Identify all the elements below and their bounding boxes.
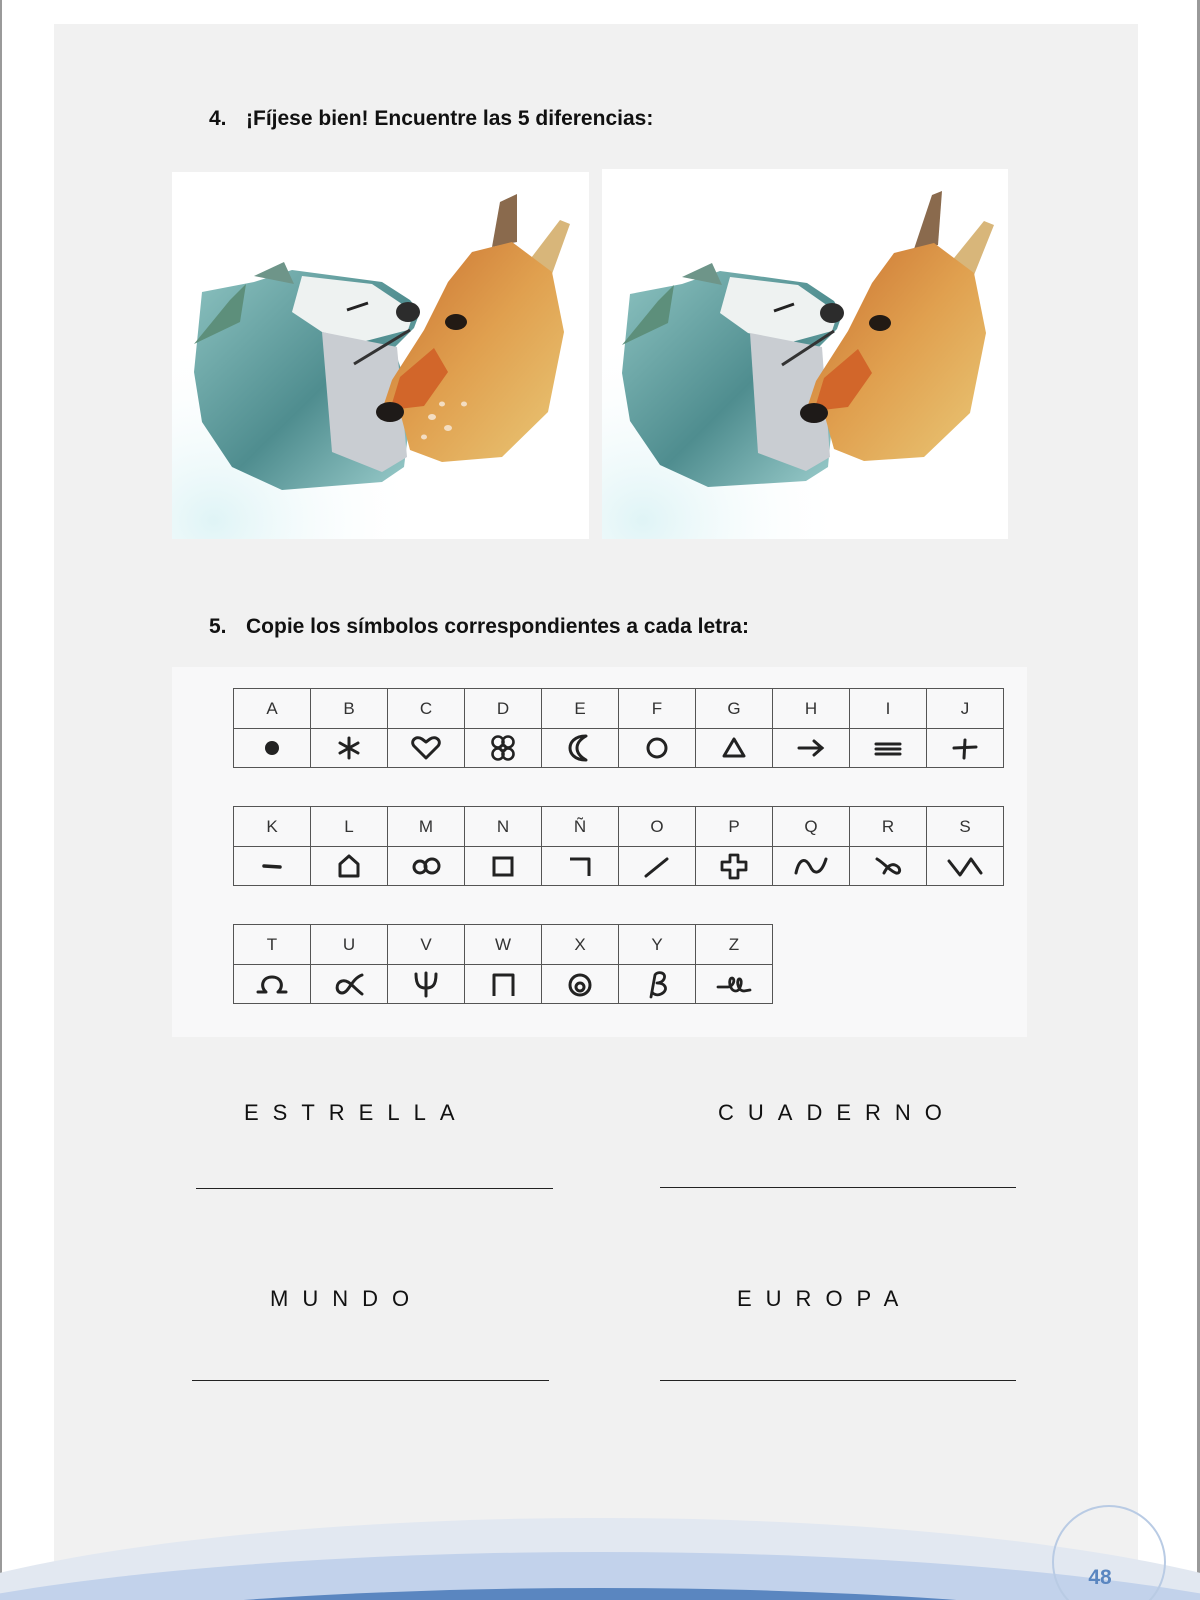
letter-cell: S bbox=[927, 807, 1004, 847]
letter-row bbox=[234, 925, 773, 965]
symbol-cell bbox=[234, 847, 311, 886]
letter-cell: N bbox=[465, 807, 542, 847]
symbol-cell bbox=[465, 965, 542, 1004]
word-cuaderno: CUADERNO bbox=[718, 1100, 956, 1125]
symbol-cell bbox=[465, 847, 542, 886]
letter-cell: G bbox=[696, 689, 773, 729]
answer-line-mundo bbox=[192, 1380, 549, 1381]
letter-cell: C bbox=[388, 689, 465, 729]
symbol-cell bbox=[234, 965, 311, 1004]
wolf-deer-icon bbox=[172, 172, 589, 539]
dot-icon bbox=[252, 733, 292, 763]
symbol-cell bbox=[773, 847, 850, 886]
symbol-cell bbox=[465, 729, 542, 768]
letter-cell: Z bbox=[696, 925, 773, 965]
check-icon bbox=[945, 851, 985, 881]
cipher-table-a-j bbox=[233, 688, 1004, 768]
letter-cell: E bbox=[542, 689, 619, 729]
corner-hook-icon bbox=[560, 851, 600, 881]
exercise-instruction: Copie los símbolos correspondientes a cada letra: bbox=[246, 615, 749, 638]
symbol-cell bbox=[311, 965, 388, 1004]
house-icon bbox=[329, 851, 369, 881]
letter-cell: I bbox=[850, 689, 927, 729]
word-mundo: MUNDO bbox=[270, 1286, 424, 1311]
symbol-cell bbox=[542, 847, 619, 886]
letter-cell: L bbox=[311, 807, 388, 847]
illustration-right bbox=[602, 169, 1008, 539]
symbol-cell bbox=[696, 729, 773, 768]
answer-line-europa bbox=[660, 1380, 1016, 1381]
symbol-row bbox=[234, 965, 773, 1004]
symbol-cell bbox=[388, 847, 465, 886]
answer-line-cuaderno bbox=[660, 1187, 1016, 1188]
exercise-4-heading bbox=[209, 107, 653, 131]
short-dash-icon bbox=[252, 851, 292, 881]
symbol-cell bbox=[619, 965, 696, 1004]
wolf-deer-icon bbox=[602, 169, 1008, 539]
symbol-cell bbox=[927, 847, 1004, 886]
symbol-cell bbox=[234, 729, 311, 768]
crescent-icon bbox=[560, 733, 600, 763]
letter-cell: A bbox=[234, 689, 311, 729]
symbol-row bbox=[234, 847, 1004, 886]
symbol-cell bbox=[388, 965, 465, 1004]
letter-cell: X bbox=[542, 925, 619, 965]
symbol-cell bbox=[773, 729, 850, 768]
symbol-row bbox=[234, 729, 1004, 768]
symbol-cell bbox=[696, 965, 773, 1004]
wave-decoration bbox=[0, 1500, 1200, 1600]
symbol-cell bbox=[388, 729, 465, 768]
cipher-table-k-s bbox=[233, 806, 1004, 886]
exercise-number: 4. bbox=[209, 107, 227, 130]
letter-cell: P bbox=[696, 807, 773, 847]
letter-cell: B bbox=[311, 689, 388, 729]
symbol-cell bbox=[619, 729, 696, 768]
word-europa: EUROPA bbox=[737, 1286, 913, 1311]
ribbon-icon bbox=[868, 851, 908, 881]
letter-cell: M bbox=[388, 807, 465, 847]
asterisk-icon bbox=[329, 733, 369, 763]
letter-row bbox=[234, 807, 1004, 847]
wave-icon bbox=[791, 851, 831, 881]
letter-cell: D bbox=[465, 689, 542, 729]
double-line-icon bbox=[868, 733, 908, 763]
circle-icon bbox=[637, 733, 677, 763]
word-estrella: ESTRELLA bbox=[244, 1100, 469, 1125]
symbol-cell bbox=[850, 729, 927, 768]
alpha-icon bbox=[329, 969, 369, 999]
symbol-cell bbox=[542, 729, 619, 768]
spiral-icon bbox=[560, 969, 600, 999]
cross-outline-icon bbox=[714, 851, 754, 881]
letter-cell: W bbox=[465, 925, 542, 965]
exercise-instruction: ¡Fíjese bien! Encuentre las 5 diferencias: bbox=[246, 107, 654, 130]
letter-cell: V bbox=[388, 925, 465, 965]
letter-row bbox=[234, 689, 1004, 729]
triangle-icon bbox=[714, 733, 754, 763]
page-border-left bbox=[0, 0, 2, 1600]
letter-cell: R bbox=[850, 807, 927, 847]
slash-icon bbox=[637, 851, 677, 881]
illustration-left bbox=[172, 172, 589, 539]
plus-icon bbox=[945, 733, 985, 763]
symbol-cell bbox=[542, 965, 619, 1004]
pi-icon bbox=[483, 969, 523, 999]
exercise-5-heading bbox=[209, 615, 749, 639]
letter-cell: Ñ bbox=[542, 807, 619, 847]
symbol-cell bbox=[311, 847, 388, 886]
cipher-table-t-z bbox=[233, 924, 773, 1004]
letter-cell: H bbox=[773, 689, 850, 729]
letter-cell: U bbox=[311, 925, 388, 965]
heart-icon bbox=[406, 733, 446, 763]
answer-line-estrella bbox=[196, 1188, 553, 1189]
arrow-right-icon bbox=[791, 733, 831, 763]
symbol-cell bbox=[696, 847, 773, 886]
letter-cell: Y bbox=[619, 925, 696, 965]
letter-cell: J bbox=[927, 689, 1004, 729]
footer-wave-band bbox=[0, 1500, 1200, 1600]
letter-cell: Q bbox=[773, 807, 850, 847]
page-number: 48 bbox=[1088, 1566, 1112, 1589]
beta-icon bbox=[637, 969, 677, 999]
loops-icon bbox=[714, 969, 754, 999]
double-loop-icon bbox=[406, 851, 446, 881]
letter-cell: T bbox=[234, 925, 311, 965]
symbol-cell bbox=[927, 729, 1004, 768]
psi-icon bbox=[406, 969, 446, 999]
omega-icon bbox=[252, 969, 292, 999]
symbol-cell bbox=[619, 847, 696, 886]
symbol-cell bbox=[311, 729, 388, 768]
flower-icon bbox=[483, 733, 523, 763]
symbol-cell bbox=[850, 847, 927, 886]
letter-cell: F bbox=[619, 689, 696, 729]
letter-cell: O bbox=[619, 807, 696, 847]
letter-cell: K bbox=[234, 807, 311, 847]
square-icon bbox=[483, 851, 523, 881]
exercise-number: 5. bbox=[209, 615, 227, 638]
